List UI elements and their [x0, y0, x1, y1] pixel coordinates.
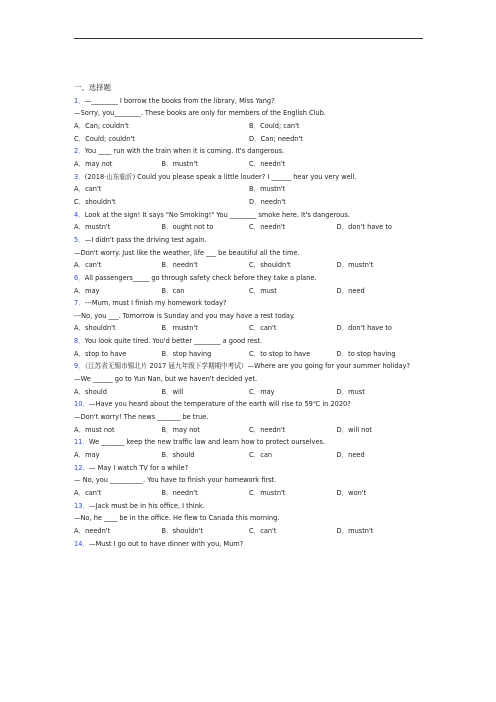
question-1-options-row-1 — [74, 120, 424, 133]
question-11-options — [74, 449, 424, 462]
question-number: 4． — [74, 210, 85, 219]
option-c[interactable]: C．to stop to have — [249, 349, 311, 358]
question-4-options — [74, 221, 424, 234]
option-b[interactable]: B．needn't — [161, 489, 198, 497]
question-8-options — [74, 348, 424, 361]
option-d[interactable]: D．Can; needn't — [249, 134, 303, 143]
question-14-stem — [74, 538, 424, 551]
option-a[interactable]: A．can't — [74, 185, 102, 194]
question-11-stem — [74, 436, 424, 449]
option-b[interactable]: B．mustn't — [161, 324, 198, 333]
option-b[interactable]: B．can — [161, 286, 185, 295]
option-d[interactable]: D．mustn't — [336, 261, 374, 270]
option-a[interactable]: A．shouldn't — [74, 324, 116, 333]
question-1-line-2: —Sorry, you________. These books are only for members of the English Club. — [74, 109, 326, 118]
question-9-line-2: —We ______ go to Yun Nan, but we haven't decided yet. — [74, 375, 258, 384]
question-1-stem — [74, 95, 424, 108]
question-4-stem — [74, 209, 424, 222]
question-text: （江苏省无锡市锡北片 2017 届九年级下学期期中考试）—Where are you going for your summer holiday? — [84, 362, 410, 371]
question-12-options — [74, 487, 424, 500]
option-c[interactable]: C．needn't — [249, 223, 286, 232]
question-2-options — [74, 158, 424, 171]
question-12-line-2: — No, you __________. You have to finish your homework first. — [74, 476, 277, 485]
option-b[interactable]: B．ought not to — [161, 223, 214, 232]
question-text: —Jack must be in his office, I think. — [88, 501, 205, 510]
question-10-stem — [74, 398, 424, 411]
option-c[interactable]: C．needn't — [249, 425, 286, 434]
question-7-options — [74, 322, 424, 335]
option-a[interactable]: A．must not — [74, 425, 115, 434]
question-13-stem — [74, 500, 424, 513]
question-number: 3． — [74, 172, 85, 181]
option-b[interactable]: B．shouldn't — [161, 526, 204, 535]
option-d[interactable]: D．needn't — [249, 197, 286, 206]
question-7-stem — [74, 297, 424, 310]
option-a[interactable]: A．stop to have — [74, 349, 127, 358]
option-a[interactable]: A．needn't — [74, 526, 111, 535]
option-d[interactable]: D．need — [336, 451, 365, 460]
question-7-line-2: ---No, you ___. Tomorrow is Sunday and you may have a rest today. — [74, 311, 296, 320]
option-a[interactable]: A．can't — [74, 489, 102, 497]
question-text: —Have you heard about the temperature of the earth will rise to 59℃ in 2020? — [88, 400, 351, 409]
option-a[interactable]: A．may — [74, 286, 100, 295]
option-b[interactable]: B．needn't — [161, 261, 198, 270]
question-5-options — [74, 259, 424, 272]
question-text: You look quite tired. You'd better ________ a good rest. — [84, 337, 263, 346]
question-text: —I didn't pass the driving test again. — [84, 235, 207, 244]
question-12-stem — [74, 462, 424, 475]
option-b[interactable]: B．Could; can't — [249, 121, 300, 130]
question-number: 13． — [74, 501, 89, 510]
option-c[interactable]: C．may — [249, 387, 275, 396]
option-b[interactable]: B．will — [161, 387, 184, 396]
option-d[interactable]: D．must — [336, 387, 365, 396]
question-number: 2． — [74, 147, 85, 156]
option-c[interactable]: C．can't — [249, 324, 277, 333]
option-c[interactable]: C．mustn't — [249, 489, 286, 497]
question-5-line-2: —Don't worry. Just like the weather, life ___ be beautiful all the time. — [74, 248, 300, 257]
question-13-options — [74, 525, 424, 538]
question-3-stem — [74, 171, 424, 184]
option-b[interactable]: B．mustn't — [249, 185, 286, 194]
question-6-options — [74, 285, 424, 298]
question-text: ---Mum, must I finish my homework today? — [84, 299, 227, 308]
option-a[interactable]: A．can't — [74, 261, 102, 270]
section-title: 一、选择题 — [74, 83, 111, 92]
option-d[interactable]: D．to stop having — [336, 349, 396, 358]
option-d[interactable]: D．mustn't — [336, 526, 374, 535]
question-number: 12． — [74, 463, 89, 472]
question-9-stem — [74, 360, 424, 373]
option-d[interactable]: D．don't have to — [336, 223, 392, 232]
question-number: 7． — [74, 299, 85, 308]
option-a[interactable]: A．may not — [74, 159, 113, 168]
option-c[interactable]: C．can — [249, 451, 273, 460]
question-text: All passengers_____ go through safety check before they take a plane. — [84, 273, 317, 282]
question-text: —Must I go out to have dinner with you, Mum? — [88, 539, 244, 548]
header-rule — [74, 38, 423, 39]
question-1-options-row-2 — [74, 133, 424, 146]
option-b[interactable]: B．may not — [161, 425, 200, 434]
question-8-stem — [74, 335, 424, 348]
option-c[interactable]: C．can't — [249, 526, 277, 535]
option-d[interactable]: D．don't have to — [336, 324, 392, 333]
question-number: 8． — [74, 337, 85, 346]
question-2-stem — [74, 145, 424, 158]
question-number: 11． — [74, 438, 89, 447]
option-b[interactable]: B．stop having — [161, 349, 212, 358]
question-10-options — [74, 424, 424, 437]
option-c[interactable]: C．Could; couldn't — [74, 134, 135, 143]
question-number: 6． — [74, 273, 85, 282]
question-3-options-row-1 — [74, 183, 424, 196]
question-5-stem — [74, 234, 424, 247]
option-b[interactable]: B．should — [161, 451, 195, 460]
option-d[interactable]: D．will not — [336, 425, 372, 434]
question-text: (2018·山东临沂) Could you please speak a little louder? I ______ hear you very well. — [84, 172, 357, 181]
option-d[interactable]: D．need — [336, 286, 365, 295]
question-text: You ____ run with the train when it is coming. It's dangerous. — [84, 147, 285, 156]
option-c[interactable]: C．shouldn't — [249, 261, 291, 270]
question-6-stem — [74, 272, 424, 285]
question-number: 9． — [74, 362, 85, 371]
question-9-options — [74, 386, 424, 399]
option-c[interactable]: C．needn't — [249, 159, 286, 168]
question-10-line-2: —Don't worry! The news _______ be true. — [74, 413, 209, 422]
option-a[interactable]: A．mustn't — [74, 223, 111, 232]
option-a[interactable]: A．may — [74, 451, 100, 460]
question-number: 14． — [74, 539, 89, 548]
question-number: 10． — [74, 400, 89, 409]
question-text: We _______ keep the new traffic law and learn how to protect ourselves. — [88, 438, 326, 447]
option-d[interactable]: D．won't — [336, 489, 367, 497]
question-3-options-row-2 — [74, 196, 424, 209]
question-number: 5． — [74, 235, 85, 244]
option-b[interactable]: B．mustn't — [161, 159, 198, 168]
option-a[interactable]: A．should — [74, 387, 107, 396]
option-c[interactable]: C．must — [249, 286, 277, 295]
question-text: Look at the sign! It says "No Smoking!" You ________ smoke here. It's dangerous. — [84, 210, 350, 219]
question-text: —________ I borrow the books from the library, Miss Yang? — [84, 96, 275, 105]
option-a[interactable]: A．Can; couldn't — [74, 121, 129, 130]
question-text: — May I watch TV for a while? — [88, 463, 189, 472]
question-13-line-2: —No, he ____ be in the office. He flew to Canada this morning. — [74, 514, 280, 523]
question-number: 1． — [74, 96, 85, 105]
question-list — [74, 82, 424, 550]
option-c[interactable]: C．shouldn't — [74, 197, 116, 206]
